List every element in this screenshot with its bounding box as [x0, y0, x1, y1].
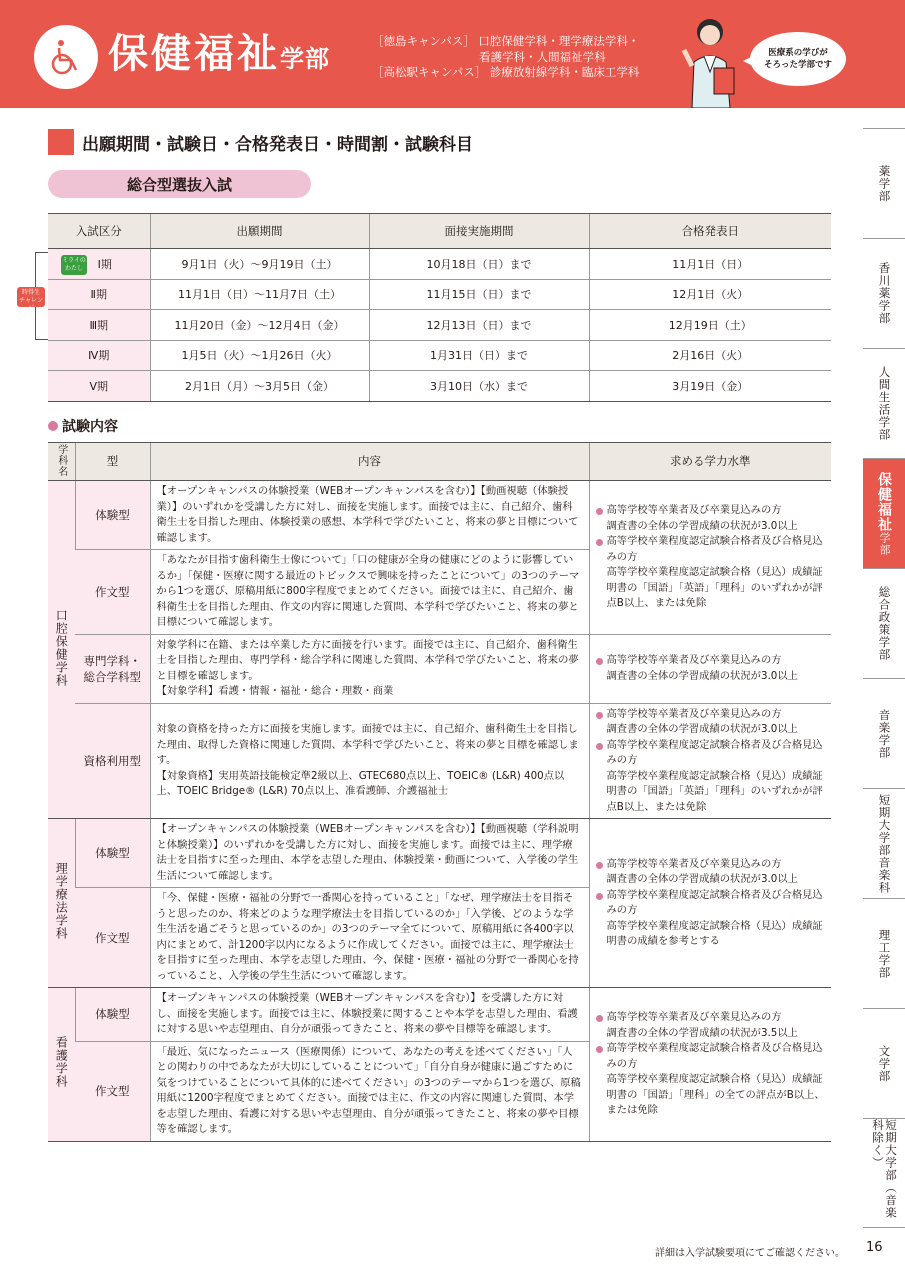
table-row — [48, 819, 831, 888]
faculty-title: 保健福祉学部 — [108, 31, 330, 77]
interview-period: 10月18日（日）まで — [369, 249, 589, 280]
exam-heading: 試験内容 — [48, 416, 118, 436]
dept-cell: 看護学科 — [48, 988, 75, 1142]
interview-period: 3月10日（水）まで — [369, 371, 589, 402]
content-cell: 「今、保健・医療・福祉の分野で一番関心を持っていること」「なぜ、理学療法士を目指そうと思ったのか、将来どのような理学療法士を目指しているのか」「入学後、どのような学生生活を過ごそうと思っているのか」の3つのテーマ全てについて、原稿用紙に各400字以内にまとめて、計1200字以内になるように作成してください。面接では主に、理学療法士を目指すに至った理由、本学を志望した理由、今、保健・医療・福祉の分野で一番関心を持っていること、入学後の学生生活について確認します。 — [150, 888, 589, 988]
type-cell: 体験型 — [75, 819, 150, 888]
character-illustration — [672, 12, 742, 108]
type-cell: 体験型 — [75, 988, 150, 1042]
sidebar-tab-active[interactable]: 保健福祉学部 — [863, 458, 905, 568]
level-item: 高等学校卒業程度認定試験合格者及び合格見込みの方 高等学校卒業程度認定試験合格（見込）成績証明書の「国語」「英語」「理科」のいずれかが評点B以上、または免除 — [596, 738, 826, 816]
type-cell: 作文型 — [75, 1041, 150, 1141]
app-period: 1月5日（火）～1月26日（火） — [150, 340, 369, 371]
type-cell: 資格利用型 — [75, 703, 150, 819]
content-cell: 【オープンキャンパスの体験授業（WEBオープンキャンパスを含む）】を受講した方に対し、面接を実施します。面接では主に、体験授業に関することや本学を志望した理由、看護に対する思いや志望理由、自分が頑張ってきたこと、将来の夢や目標等を確認します。 — [150, 988, 589, 1042]
phase-cell: Ⅲ期 — [48, 310, 150, 341]
table-row — [48, 371, 831, 402]
col-header: 面接実施期間 — [369, 214, 589, 249]
table-row — [48, 310, 831, 341]
content-cell: 対象の資格を持った方に面接を実施します。面接では主に、自己紹介、歯科衛生士を目指した理由、取得した資格に関連した質問、本学科で学びたいこと、将来の夢と目標を確認します。 【対象資格】実用英語技能検定準2級以上、GTEC680点以上、TOEIC® (L&R) 400点以上、TOEIC Bridge® (L&R) 70点以上、准看護師、介護福祉士 — [150, 703, 589, 819]
level-cell — [589, 703, 831, 819]
app-period: 11月1日（日）～11月7日（土） — [150, 279, 369, 310]
result-date: 11月1日（日） — [589, 249, 831, 280]
type-cell: 専門学科・ 総合学科型 — [75, 634, 150, 703]
content-cell: 【オープンキャンパスの体験授業（WEBオープンキャンパスを含む）】【動画視聴（体験授業）】のいずれかを受講した方に対し、面接を実施します。面接では主に、自己紹介、歯科衛生士を目指した理由、体験授業の感想、本学科で学びたいこと、将来の夢と目標について確認します。 — [150, 481, 589, 550]
phase-cell: Ⅴ期 — [48, 371, 150, 402]
sidebar-tab[interactable]: 短期大学部音楽科 — [863, 788, 905, 898]
wheelchair-icon — [47, 38, 85, 76]
level-item: 高等学校等卒業者及び卒業見込みの方 調査書の全体の学習成績の状況が3.5以上 — [596, 1010, 826, 1041]
level-item: 高等学校卒業程度認定試験合格者及び合格見込みの方 高等学校卒業程度認定試験合格（見込）成績証明書の成績を参考とする — [596, 888, 826, 950]
col-header: 学科名 — [48, 443, 75, 481]
sidebar-tab[interactable]: 薬学部 — [863, 128, 905, 238]
exam-table — [48, 442, 831, 1142]
table-row — [48, 279, 831, 310]
table-row — [48, 340, 831, 371]
level-cell — [589, 988, 831, 1142]
col-header: 求める学力水準 — [589, 443, 831, 481]
dept-cell: 理学療法学科 — [48, 819, 75, 988]
phase-cell: Ⅱ期 — [48, 279, 150, 310]
phase-cell: Ⅳ期 — [48, 340, 150, 371]
dept-cell: 口腔保健学科 — [48, 481, 75, 819]
level-item: 高等学校卒業程度認定試験合格者及び合格見込みの方 高等学校卒業程度認定試験合格（見込）成績証明書の「国語」「英語」「理科」のいずれかが評点B以上、または免除 — [596, 534, 826, 612]
level-item: 高等学校卒業程度認定試験合格者及び合格見込みの方 高等学校卒業程度認定試験合格（見込）成績証明書の「国語」「理科」の全ての評点がB以上、または免除 — [596, 1041, 826, 1119]
jicha-badge: 時得生 チャレンジ — [17, 287, 45, 307]
interview-period: 12月13日（日）まで — [369, 310, 589, 341]
level-cell — [589, 481, 831, 635]
level-cell — [589, 819, 831, 988]
result-date: 12月1日（火） — [589, 279, 831, 310]
content-cell: 「あなたが目指す歯科衛生士像について」「口の健康が全身の健康にどのように影響しているか」「保健・医療に関する最近のトピックスで興味を持ったことについて」の3つのテーマから1つを選び、原稿用紙に800字程度でまとめてください。面接では主に、自己紹介、歯科衛生士を目指した理由、作文の内容に関連した質問、本学科で学びたいこと、将来の夢と目標について確認します。 — [150, 550, 589, 635]
type-cell: 作文型 — [75, 888, 150, 988]
footer-note: 詳細は入学試験要項にてご確認ください。 — [655, 1248, 845, 1259]
app-period: 9月1日（火）～9月19日（土） — [150, 249, 369, 280]
schedule-table — [48, 213, 831, 402]
page-number: 16 — [866, 1240, 883, 1255]
level-item: 高等学校等卒業者及び卒業見込みの方 調査書の全体の学習成績の状況が3.0以上 — [596, 857, 826, 888]
col-header: 型 — [75, 443, 150, 481]
content-cell: 「最近、気になったニュース（医療関係）について、あなたの考えを述べてください」「人との関わりの中であなたが大切にしていることについて」「自分自身が健康に過ごすために気をつけていることについて具体的に述べてください」の3つのテーマから1つを選び、原稿用紙に1200字程度でまとめてください。面接では主に、作文の内容に関連した質問、本学を志望した理由、看護に対する思いや志望理由、自分が頑張ってきたこと、将来の夢や目標等を確認します。 — [150, 1041, 589, 1141]
col-header: 入試区分 — [48, 214, 150, 249]
campus-line: ［高松駅キャンパス］ 診療放射線学科・臨床工学科 — [372, 65, 640, 79]
col-header: 出願期間 — [150, 214, 369, 249]
level-item: 高等学校等卒業者及び卒業見込みの方 調査書の全体の学習成績の状況が3.0以上 — [596, 707, 826, 738]
header-emblem — [34, 25, 98, 89]
faculty-sidebar — [863, 128, 905, 1228]
table-row — [48, 988, 831, 1042]
speech-bubble: 医療系の学びが そろった学部です — [750, 32, 846, 86]
campus-info — [372, 34, 639, 81]
level-item: 高等学校等卒業者及び卒業見込みの方 調査書の全体の学習成績の状況が3.0以上 — [596, 503, 826, 534]
result-date: 12月19日（土） — [589, 310, 831, 341]
interview-period: 11月15日（日）まで — [369, 279, 589, 310]
level-cell — [589, 634, 831, 703]
content-cell: 対象学科に在籍、または卒業した方に面接を行います。面接では主に、自己紹介、歯科衛生士を目指した理由、専門学科・総合学科に関連した質問、本学科で学びたいこと、将来の夢と目標を確認します。 【対象学科】看護・情報・福祉・総合・理数・商業 — [150, 634, 589, 703]
sidebar-tab[interactable]: 文学部 — [863, 1008, 905, 1118]
table-row — [48, 703, 831, 819]
sidebar-tab[interactable]: 総合政策学部 — [863, 568, 905, 678]
interview-period: 1月31日（日）まで — [369, 340, 589, 371]
app-period: 11月20日（金）～12月4日（金） — [150, 310, 369, 341]
app-period: 2月1日（月）～3月5日（金） — [150, 371, 369, 402]
phase-cell: ミライの わたし Ⅰ期 — [48, 249, 150, 280]
page-header — [0, 0, 905, 108]
mirai-badge: ミライの わたし — [61, 255, 87, 275]
table-row — [48, 481, 831, 550]
campus-line: ［徳島キャンパス］ 口腔保健学科・理学療法学科・ — [372, 34, 640, 48]
type-cell: 作文型 — [75, 550, 150, 635]
col-header: 合格発表日 — [589, 214, 831, 249]
sidebar-tab[interactable]: 短期大学部（音楽科除く） — [863, 1118, 905, 1228]
level-item: 高等学校等卒業者及び卒業見込みの方 調査書の全体の学習成績の状況が3.0以上 — [596, 653, 826, 684]
result-date: 3月19日（金） — [589, 371, 831, 402]
sidebar-tab[interactable]: 音楽学部 — [863, 678, 905, 788]
content-cell: 【オープンキャンパスの体験授業（WEBオープンキャンパスを含む）】【動画視聴（学科説明と体験授業）】のいずれかを受講した方に対し、面接を実施します。面接では主に、理学療法士を目指すに至った理由、本学を志望した理由、体験授業・動画について、入学後の学生生活について確認します。 — [150, 819, 589, 888]
sidebar-tab[interactable]: 人間生活学部 — [863, 348, 905, 458]
type-cell: 体験型 — [75, 481, 150, 550]
section-title: 出願期間・試験日・合格発表日・時間割・試験科目 — [48, 128, 473, 156]
table-row — [48, 249, 831, 280]
col-header: 内容 — [150, 443, 589, 481]
sidebar-tab[interactable]: 理工学部 — [863, 898, 905, 1008]
table-row — [48, 634, 831, 703]
subsection-pill: 総合型選抜入試 — [48, 170, 311, 198]
result-date: 2月16日（火） — [589, 340, 831, 371]
sidebar-tab[interactable]: 香川薬学部 — [863, 238, 905, 348]
campus-line: 看護学科・人間福祉学科 — [372, 49, 606, 64]
